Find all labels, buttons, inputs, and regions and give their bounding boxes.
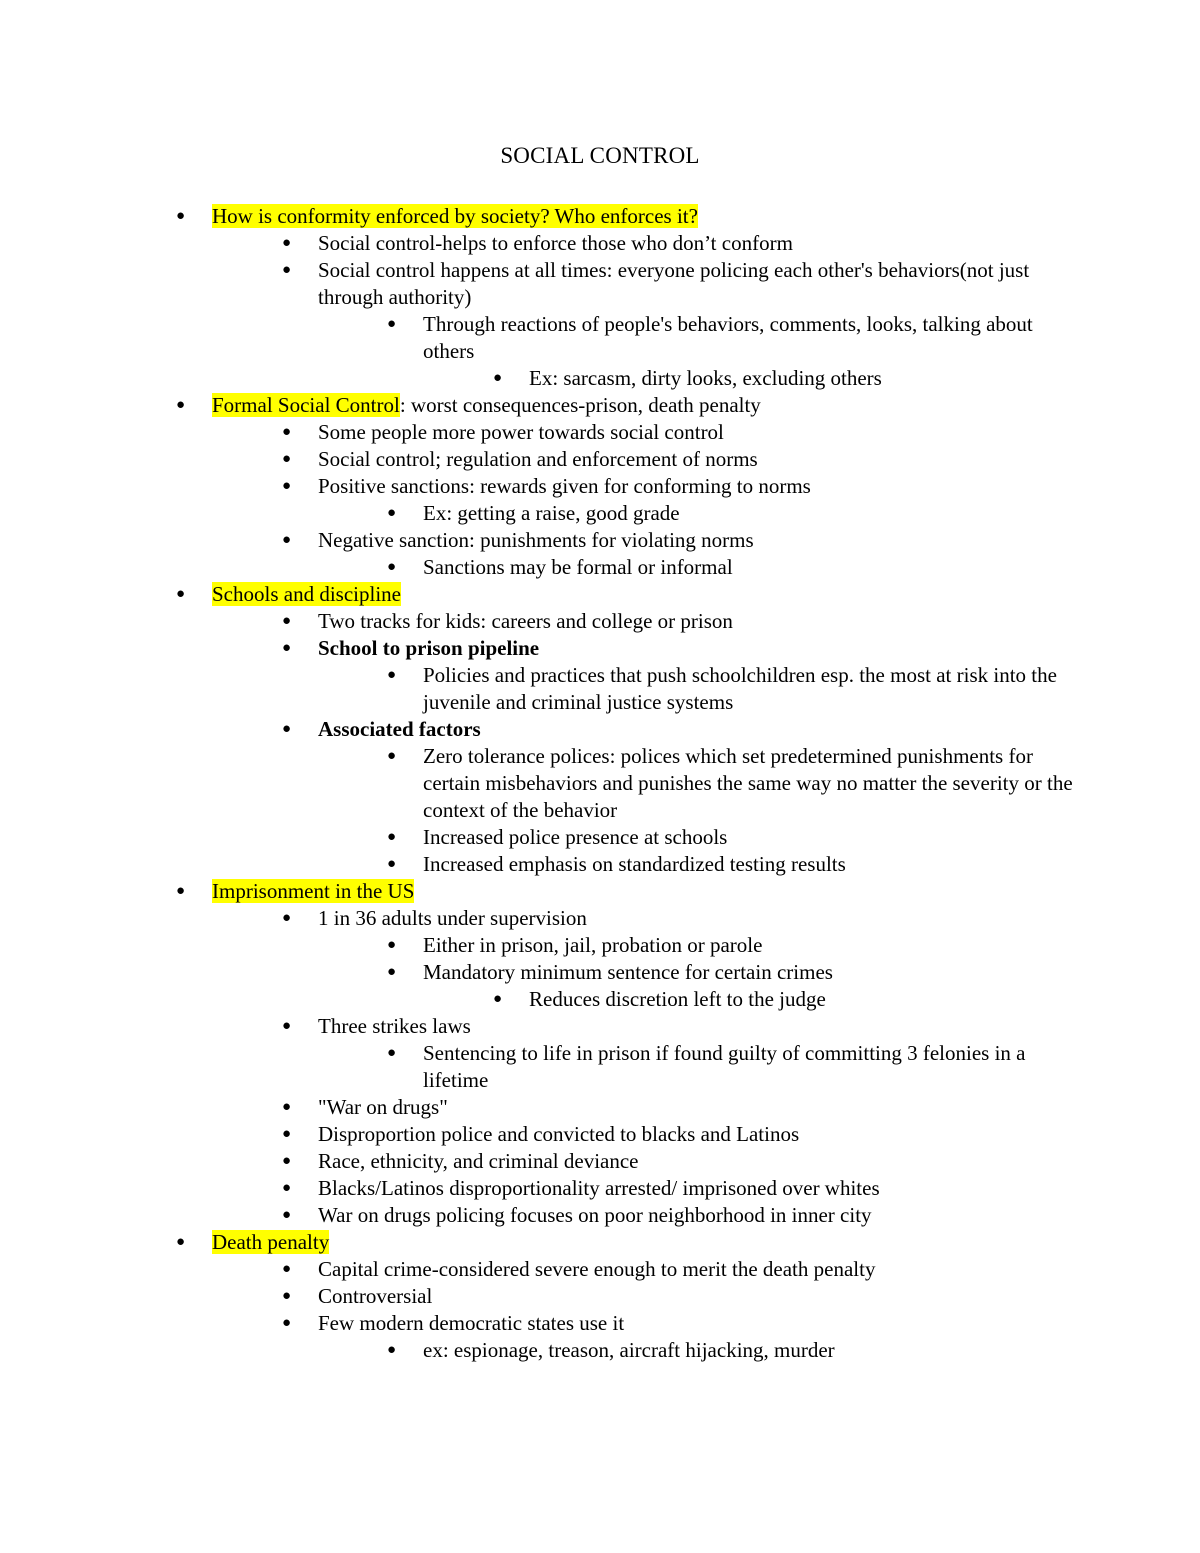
bullet-icon: ● — [282, 1180, 292, 1196]
list-item — [0, 1094, 1078, 1121]
bullet-icon: ● — [387, 937, 397, 953]
list-item — [0, 1175, 1078, 1202]
bullet-icon: ● — [387, 316, 397, 332]
bullet-icon: ● — [176, 208, 186, 224]
list-item — [0, 743, 1078, 824]
item-text: Sanctions may be formal or informal — [423, 555, 733, 579]
list-item — [0, 581, 1082, 608]
list-item — [0, 527, 1078, 554]
bullet-icon: ● — [493, 991, 503, 1007]
bullet-icon: ● — [282, 910, 292, 926]
item-text: Social control; regulation and enforcement of norms — [318, 447, 758, 471]
item-text: Three strikes laws — [318, 1014, 471, 1038]
bullet-icon: ● — [282, 478, 292, 494]
bullet-outline — [0, 203, 1200, 1364]
list-item — [0, 365, 1079, 392]
bullet-icon: ● — [387, 559, 397, 575]
bullet-icon: ● — [282, 1288, 292, 1304]
item-text: : worst consequences-prison, death penalty — [399, 393, 761, 417]
bullet-icon: ● — [387, 748, 397, 764]
bullet-icon: ● — [176, 586, 186, 602]
list-item — [0, 1202, 1078, 1229]
item-text: Controversial — [318, 1284, 433, 1308]
bullet-icon: ● — [282, 532, 292, 548]
item-text: Disproportion police and convicted to blacks and Latinos — [318, 1122, 800, 1146]
list-item — [0, 446, 1078, 473]
bullet-icon: ● — [282, 1261, 292, 1277]
item-text: Mandatory minimum sentence for certain crimes — [423, 960, 833, 984]
item-text: Social control-helps to enforce those who don’t conform — [318, 231, 793, 255]
item-text: Sentencing to life in prison if found guilty of committing 3 felonies in a lifetime — [423, 1041, 1026, 1092]
item-text: Reduces discretion left to the judge — [529, 987, 826, 1011]
list-item — [0, 716, 1078, 743]
item-text: Increased police presence at schools — [423, 825, 728, 849]
item-text: Some people more power towards social control — [318, 420, 724, 444]
list-item — [0, 230, 1078, 257]
list-item — [0, 986, 1079, 1013]
item-text: Positive sanctions: rewards given for conforming to norms — [318, 474, 811, 498]
item-text: Social control happens at all times: everyone policing each other's behaviors(not just through authority) — [318, 258, 1030, 309]
bullet-icon: ● — [387, 829, 397, 845]
bullet-icon: ● — [176, 883, 186, 899]
bullet-icon: ● — [176, 1234, 186, 1250]
item-text: Ex: sarcasm, dirty looks, excluding others — [529, 366, 882, 390]
highlighted-heading: Schools and discipline — [212, 582, 401, 606]
bullet-icon: ● — [176, 397, 186, 413]
item-text: Two tracks for kids: careers and college or prison — [318, 609, 733, 633]
list-item — [0, 932, 1078, 959]
bullet-icon: ● — [387, 505, 397, 521]
list-item — [0, 500, 1078, 527]
list-item — [0, 608, 1078, 635]
list-item — [0, 959, 1078, 986]
highlighted-heading: How is conformity enforced by society? Who enforces it? — [212, 204, 698, 228]
bullet-icon: ● — [282, 424, 292, 440]
list-item — [0, 662, 1078, 716]
list-item — [0, 851, 1078, 878]
list-item — [0, 1148, 1078, 1175]
list-item — [0, 905, 1078, 932]
list-item — [0, 554, 1078, 581]
list-item — [0, 203, 1082, 230]
bullet-icon: ● — [387, 856, 397, 872]
list-item — [0, 1283, 1078, 1310]
list-item — [0, 878, 1082, 905]
list-item — [0, 419, 1078, 446]
list-item — [0, 1121, 1078, 1148]
item-text: Policies and practices that push schoolchildren esp. the most at risk into the juvenile and criminal justice systems — [423, 663, 1057, 714]
item-text: Blacks/Latinos disproportionality arrested/ imprisoned over whites — [318, 1176, 880, 1200]
highlighted-heading: Imprisonment in the US — [212, 879, 415, 903]
item-text: "War on drugs" — [318, 1095, 448, 1119]
item-text: 1 in 36 adults under supervision — [318, 906, 587, 930]
item-text: Capital crime-considered severe enough to merit the death penalty — [318, 1257, 876, 1281]
bullet-icon: ● — [282, 1153, 292, 1169]
list-item — [0, 257, 1078, 311]
highlighted-heading: Formal Social Control — [212, 393, 400, 417]
bullet-icon: ● — [282, 1315, 292, 1331]
bullet-icon: ● — [282, 640, 292, 656]
item-text: ex: espionage, treason, aircraft hijacking, murder — [423, 1338, 835, 1362]
item-text: Either in prison, jail, probation or parole — [423, 933, 763, 957]
bullet-icon: ● — [387, 1342, 397, 1358]
bold-subheading: Associated factors — [318, 717, 481, 741]
item-text: Few modern democratic states use it — [318, 1311, 625, 1335]
bullet-icon: ● — [282, 613, 292, 629]
list-item — [0, 635, 1078, 662]
list-item — [0, 824, 1078, 851]
bullet-icon: ● — [387, 1045, 397, 1061]
list-item — [0, 1310, 1078, 1337]
bullet-icon: ● — [282, 1099, 292, 1115]
bullet-icon: ● — [282, 721, 292, 737]
bullet-icon: ● — [387, 964, 397, 980]
page-title: SOCIAL CONTROL — [500, 143, 700, 168]
bold-subheading: School to prison pipeline — [318, 636, 540, 660]
list-item — [0, 1013, 1078, 1040]
bullet-icon: ● — [387, 667, 397, 683]
list-item — [0, 392, 1082, 419]
list-item — [0, 1337, 1078, 1364]
item-text: Zero tolerance polices: polices which set predetermined punishments for certain misbehaviors and punishes the same way no matter the severity or the context of the behavior — [423, 744, 1073, 822]
list-item — [0, 1040, 1078, 1094]
list-item — [0, 473, 1078, 500]
item-text: Race, ethnicity, and criminal deviance — [318, 1149, 639, 1173]
item-text: Through reactions of people's behaviors, comments, looks, talking about others — [423, 312, 1033, 363]
bullet-icon: ● — [282, 1126, 292, 1142]
bullet-icon: ● — [282, 451, 292, 467]
bullet-icon: ● — [282, 262, 292, 278]
list-item — [0, 1256, 1078, 1283]
bullet-icon: ● — [282, 1018, 292, 1034]
item-text: War on drugs policing focuses on poor neighborhood in inner city — [318, 1203, 872, 1227]
item-text: Ex: getting a raise, good grade — [423, 501, 680, 525]
bullet-icon: ● — [282, 235, 292, 251]
item-text: Increased emphasis on standardized testing results — [423, 852, 846, 876]
bullet-icon: ● — [282, 1207, 292, 1223]
highlighted-heading: Death penalty — [212, 1230, 330, 1254]
list-item — [0, 1229, 1082, 1256]
list-item — [0, 311, 1078, 365]
bullet-icon: ● — [493, 370, 503, 386]
item-text: Negative sanction: punishments for violating norms — [318, 528, 754, 552]
